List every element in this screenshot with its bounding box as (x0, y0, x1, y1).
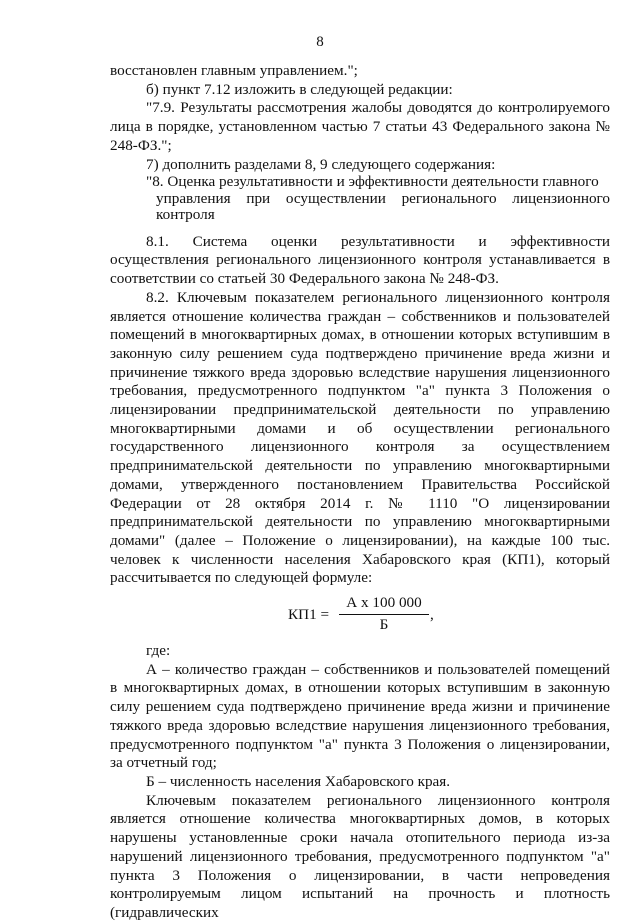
page-number: 8 (316, 34, 324, 50)
paragraph: где: (146, 642, 171, 660)
paragraph: Б – численность населения Хабаровского края. (146, 773, 451, 790)
formula-lhs: КП1 = (288, 606, 330, 624)
paragraph: восстановлен главным управлением."; (110, 62, 358, 79)
formula-comma: , (430, 606, 434, 624)
formula-fraction (339, 594, 429, 634)
paragraph: б) пункт 7.12 изложить в следующей редакции: (146, 80, 453, 98)
formula-numerator: А х 100 000 (339, 594, 429, 615)
paragraph: 7) дополнить разделами 8, 9 следующего содержания: (146, 155, 496, 173)
formula (110, 592, 610, 642)
paragraph: А – количество граждан – собственников и пользователей помещений в многоквартирных домах, в отношении которых вступившим в законную силу решением суда подтверждено причинение вреда жизни и причинение тяжкого вреда здоровью вследствие нарушения лицензионного требования, предусмотренного подпунктом "а" пункта 3 Положения о лицензировании, за отчетный год; (110, 660, 610, 772)
section-heading (110, 174, 610, 224)
section-heading-line: "8. Оценка результативности и эффективности деятельности главного (146, 173, 599, 191)
paragraph: 8.2. Ключевым показателем регионального лицензионного контроля является отношение количества граждан – собственников и пользователей помещений в многоквартирных домах, в отношении которых вступившим в законную силу решением суда подтверждено причинение вреда жизни и причинение тяжкого вреда здоровью вследствие нарушения лицензионного требования, предусмотренного подпунктом "а" пункта 3 Положения о лицензировании предпринимательской деятельности по управлению многоквартирными домами и об осуществлении регионального государственного лицензионного контроля за осуществлением предпринимательской деятельности по управлению многоквартирными домами, утвержденного постановлением Правительства Российской Федерации от 28 октября 2014 г. № 1110 "О лицензировании предпринимательской деятельности по управлению многоквартирными домами" (далее – Положение о лицензировании), на каждые 100 тыс. человек к численности населения Хабаровского края (КП1), который рассчитывается по следующей формуле: (110, 288, 610, 587)
paragraph: 8.1. Система оценки результативности и эффективности осуществления регионального лицензионного контроля устанавливается в соответствии со статьей 30 Федерального закона № 248-ФЗ. (110, 232, 610, 288)
paragraph: "7.9. Результаты рассмотрения жалобы доводятся до контролируемого лица в порядке, установленном частью 7 статьи 43 Федерального закона № 248-ФЗ."; (110, 99, 610, 154)
paragraph: Ключевым показателем регионального лицензионного контроля является отношение количества многоквартирных домов, в которых нарушены установленные сроки начала отопительного периода из-за нарушений лицензионного требования, предусмотренного подпунктом "а" пункта 3 Положения о лицензировании, в части непроведения контролируемым лицом испытаний на прочность и плотность (гидравлических (110, 791, 610, 921)
formula-denominator: Б (379, 615, 389, 633)
section-heading-line: управления при осуществлении регионального лицензионного контроля (156, 189, 610, 224)
document-body (110, 62, 610, 923)
